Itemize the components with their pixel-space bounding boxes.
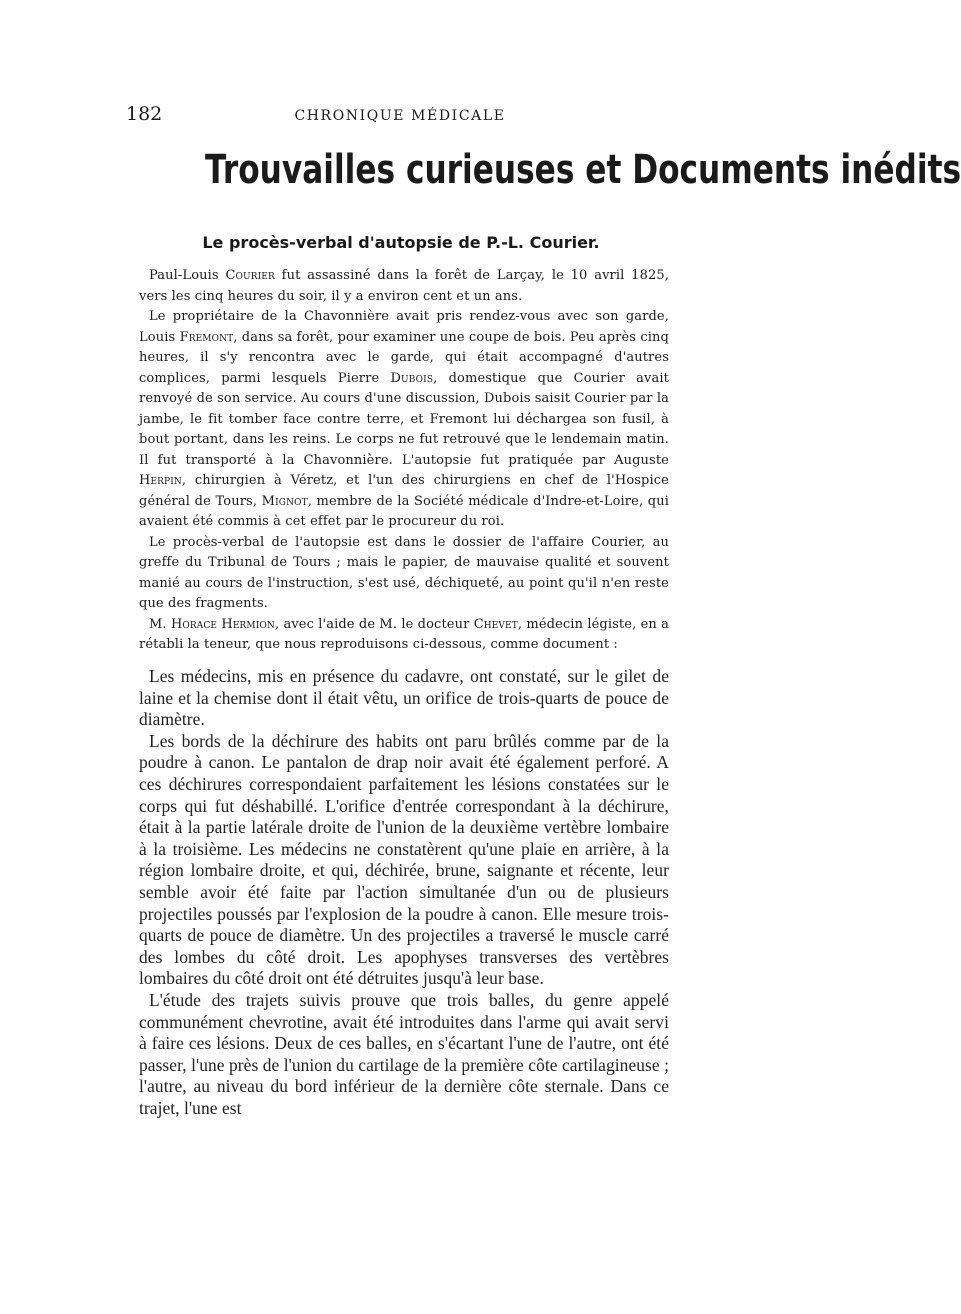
running-head: CHRONIQUE MÉDICALE <box>294 108 506 124</box>
intro-paragraph: Le procès-verbal de l'autopsie est dans le dossier de l'affaire Courier, au greffe du Tribunal de Tours ; mais le papier, de mauvaise qualité et souvent manié au cours de l'instruction, s'est usé, déchiqueté, au point qu'il n'en reste que des fragments. <box>139 534 669 611</box>
intro-paragraph: Le propriétaire de la Chavonnière avait pris rendez-vous avec son garde, Louis Fremont, dans sa forêt, pour examiner une coupe de bois. Peu après cinq heures, il s'y rencontra avec le garde, qui était accompagné d'autres complices, parmi lesquels Pierre Dubois, domestique que Courier avait renvoyé de son service. Au cours d'une discussion, Dubois saisit Courier par la jambe, le fit tomber face contre terre, et Fremont lui déchargea son fusil, à bout portant, dans les reins. Le corps ne fut retrouvé que le lendemain matin. Il fut transporté à la Chavonnière. L'autopsie fut pratiquée par Auguste Herpin, chirurgien à Véretz, et l'un des chirurgiens en chef de l'Hospice général de Tours, Mignot, membre de la Société médicale d'Indre-et-Loire, qui avaient été commis à cet effet par le procureur du roi. <box>139 309 669 529</box>
section-title: Trouvailles curieuses et Documents inédits <box>205 147 961 193</box>
person-name: Fremont <box>179 329 234 345</box>
person-name: Chevet <box>473 616 518 632</box>
intro-text <box>139 266 669 656</box>
person-name: Courier <box>225 268 275 283</box>
report-paragraph: Les bords de la déchirure des habits ont paru brûlés comme par de la poudre à canon. Le pantalon de drap noir avait été également perforé. A ces déchirures correspondaient parfaitement les lésions constatées sur le corps qui fut déshabillé. L'orifice d'entrée correspondant à la déchirure, était à la partie latérale droite de l'union de la deuxième vertèbre lombaire à la troisième. Les médecins ne constatèrent qu'une plaie en arrière, à la région lombaire droite, et qui, déchirée, brune, saignante et récente, leur semble avoir été faite par l'action simultanée d'un ou de plusieurs projectiles poussés par l'explosion de la poudre à canon. Elle mesure trois-quarts de pouce de diamètre. Un des projectiles a traversé le muscle carré des lombes du côté droit. Les apophyses transverses des vertèbres lombaires du côté droit ont été détruites jusqu'à leur base. <box>139 730 669 989</box>
person-name: Dubois <box>390 370 434 386</box>
person-name: Horace Hermion <box>170 616 275 632</box>
intro-paragraph: Paul-Louis Courier fut assassiné dans la forêt de Larçay, le 10 avril 1825, vers les cinq heures du soir, il y a environ cent et un ans. <box>139 268 669 304</box>
report-paragraph: L'étude des trajets suivis prouve que trois balles, du genre appelé communément chevrotine, avait été introduites dans l'arme qui avait servi à faire ces lésions. Deux de ces balles, en s'écartant l'une de l'autre, ont été passer, l'une près de l'union du cartilage de la première côte cartilagineuse ; l'autre, au niveau du bord inférieur de la dernière côte sternale. Dans ce trajet, l'une est <box>139 989 670 1118</box>
person-name: Mignot <box>261 493 308 509</box>
autopsy-report-text <box>139 666 669 1119</box>
intro-paragraph: M. Horace Hermion, avec l'aide de M. le docteur Chevet, médecin légiste, en a rétabli la teneur, que nous reproduisons ci-dessous, comme document : <box>139 616 670 652</box>
report-paragraph: Les médecins, mis en présence du cadavre, ont constaté, sur le gilet de laine et la chemise dont il était vêtu, un orifice de trois-quarts de pouce de diamètre. <box>139 666 669 730</box>
person-name: Herpin <box>139 473 182 488</box>
article-title: Le procès-verbal d'autopsie de P.-L. Courier. <box>202 233 600 252</box>
page-number: 182 <box>126 103 163 125</box>
